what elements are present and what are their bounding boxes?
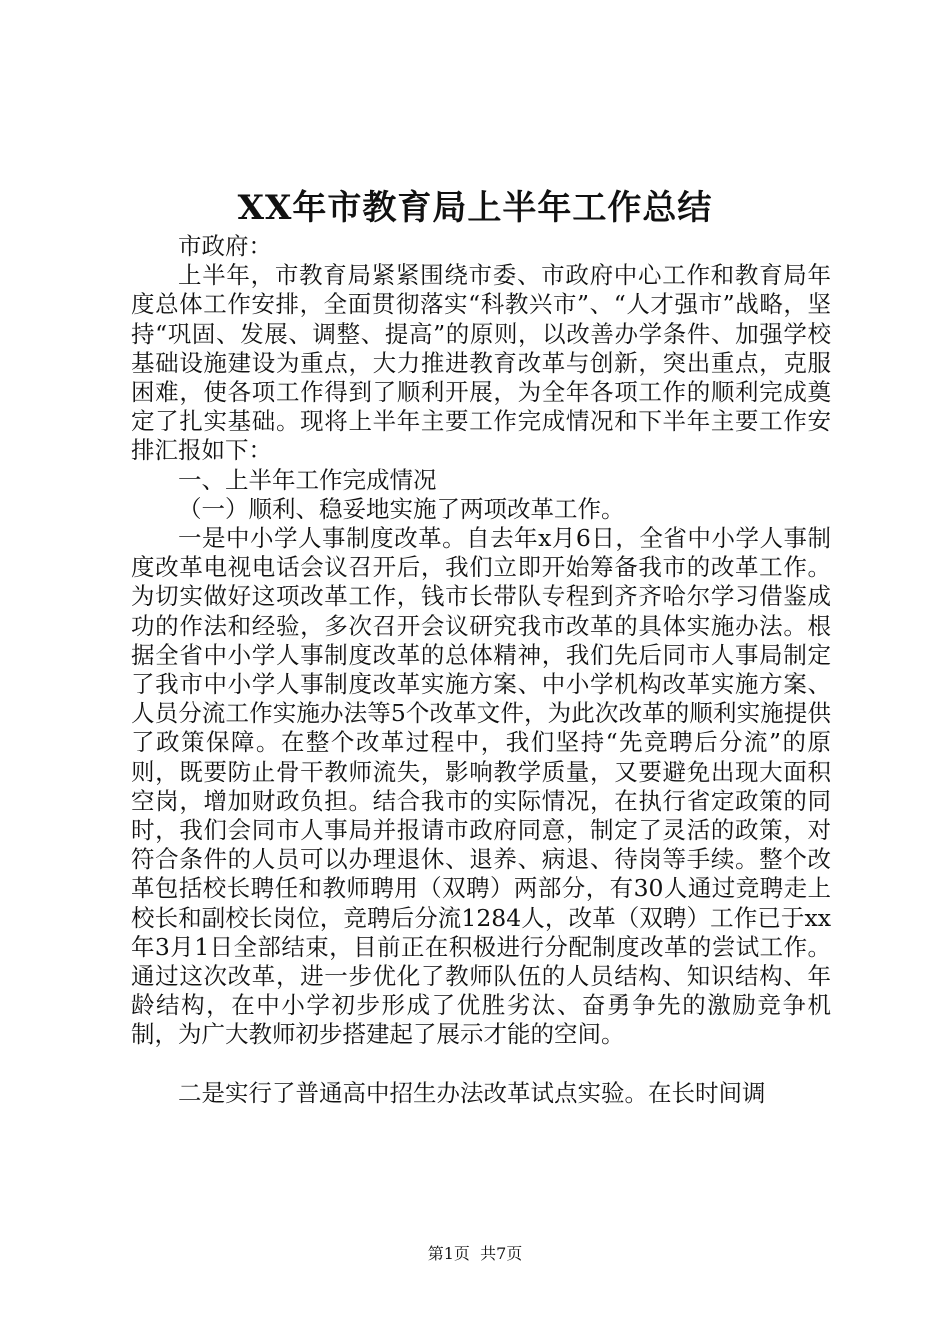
document-title: XX年市教育局上半年工作总结 [237, 188, 713, 228]
paragraph-enrollment-reform: 二是实行了普通高中招生办法改革试点实验。在长时间调 [178, 1078, 766, 1107]
page-number: 第1页 [427, 1244, 470, 1263]
page-total: 共7页 [480, 1244, 523, 1263]
salutation: 市政府： [178, 232, 272, 260]
paragraph-intro: 上半年，市教育局紧紧围绕市委、市政府中心工作和教育局年度总体工作安排，全面贯彻落实“科教兴市”、“人才强市”战略，坚持“巩固、发展、调整、提高”的原则，以改善办学条件、加强学校基础设施建设为重点，大力推进教育改革与创新，突出重点，克服困难，使各项工作得到了顺利开展，为全年各项工作的顺利完成奠定了扎实基础。现将上半年主要工作完成情况和下半年主要工作安排汇报如下： [131, 261, 831, 465]
page-footer [0, 1244, 950, 1264]
section-heading: 一、上半年工作完成情况 [178, 465, 437, 494]
document-body [131, 232, 831, 1108]
paragraph-personnel-reform: 一是中小学人事制度改革。自去年x月6日，全省中小学人事制度改革电视电话会议召开后，我们立即开始筹备我市的改革工作。为切实做好这项改革工作，钱市长带队专程到齐齐哈尔学习借鉴成功的作法和经验，多次召开会议研究我市改革的具体实施办法。根据全省中小学人事制度改革的总体精神，我们先后同市人事局制定了我市中小学人事制度改革实施方案、中小学机构改革实施方案、人员分流工作实施办法等5个改革文件，为此次改革的顺利实施提供了政策保障。在整个改革过程中，我们坚持“先竞聘后分流”的原则，既要防止骨干教师流失，影响教学质量，又要避免出现大面积空岗，增加财政负担。结合我市的实际情况，在执行省定政策的同时，我们会同市人事局并报请市政府同意，制定了灵活的政策，对符合条件的人员可以办理退休、退养、病退、待岗等手续。整个改革包括校长聘任和教师聘用（双聘）两部分，有30人通过竞聘走上校长和副校长岗位，竞聘后分流1284人，改革（双聘）工作已于xx年3月1日全部结束，目前正在积极进行分配制度改革的尝试工作。通过这次改革，进一步优化了教师队伍的人员结构、知识结构、年龄结构，在中小学初步形成了优胜劣汰、奋勇争先的激励竞争机制，为广大教师初步搭建起了展示才能的空间。 [131, 524, 831, 1049]
subsection-heading: （一）顺利、稳妥地实施了两项改革工作。 [178, 494, 625, 523]
